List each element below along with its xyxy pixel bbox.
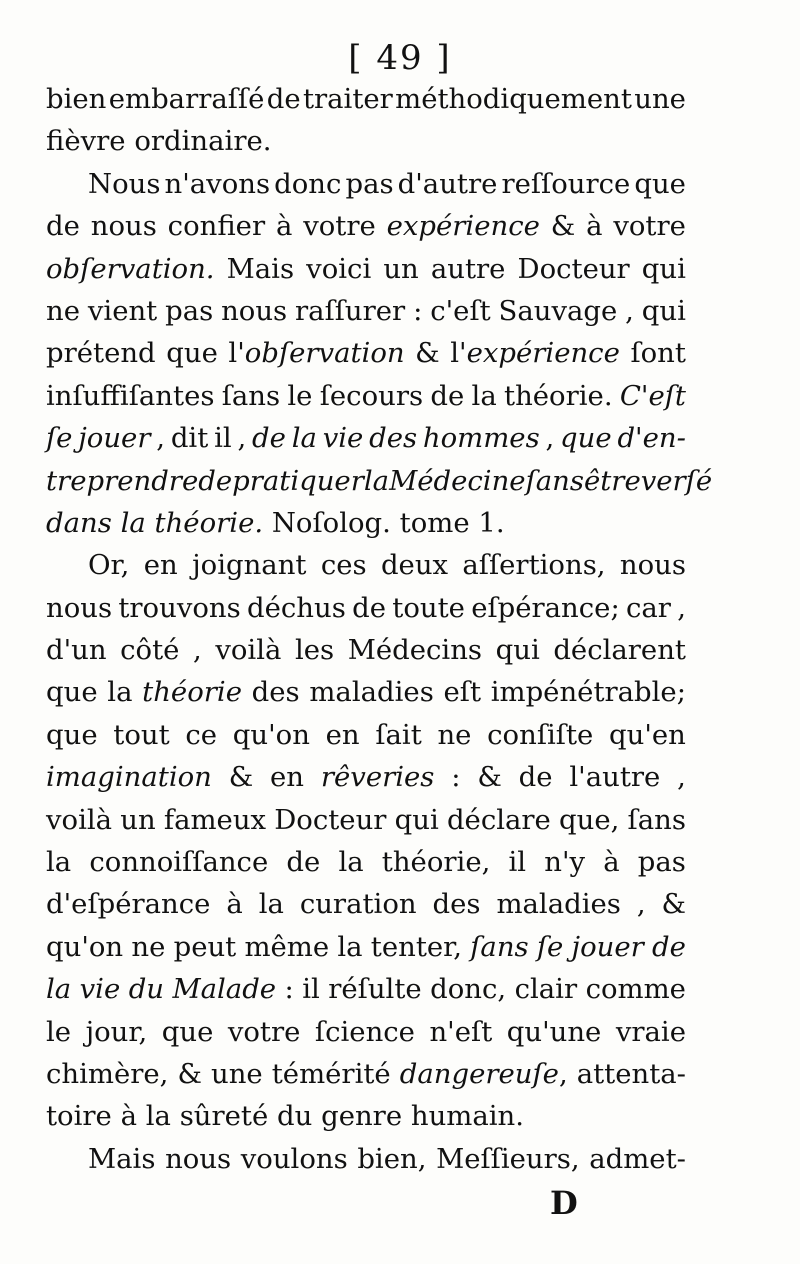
text-run: dans la théorie. Noſolog. tome 1. — [46, 506, 505, 539]
word: de — [266, 83, 301, 115]
word: à — [226, 888, 243, 921]
word: & — [177, 1057, 202, 1090]
word: impénétrable; — [490, 676, 686, 709]
word: votre — [613, 210, 686, 243]
word: de — [198, 464, 233, 497]
word: admet- — [589, 1142, 686, 1175]
word: de — [430, 379, 465, 412]
text-line — [46, 1138, 686, 1180]
word: Docteur — [517, 252, 630, 285]
page-number: [ 49 ] — [348, 38, 452, 78]
text-line — [46, 799, 686, 841]
word: méthodiquement — [395, 83, 632, 115]
text-line — [46, 332, 686, 374]
word: , — [625, 294, 634, 327]
word: vie — [322, 422, 364, 455]
text-run: toire à la sûreté du genre humain. — [46, 1100, 525, 1133]
text-line — [46, 841, 686, 883]
word: la — [291, 422, 317, 455]
word: n'y — [544, 846, 586, 879]
word: & — [661, 888, 686, 921]
word: deux — [380, 549, 449, 582]
word: reſſource — [501, 167, 631, 200]
word: ſont — [630, 337, 686, 370]
word: eſpérance; — [471, 591, 620, 624]
word: & — [415, 337, 440, 370]
word: témérité — [271, 1057, 391, 1090]
word: & — [228, 761, 254, 794]
word: ſe — [536, 930, 564, 963]
word: d'eſpérance — [46, 888, 211, 921]
word: joignant — [192, 549, 307, 582]
text-line — [46, 502, 686, 544]
word: il — [214, 422, 232, 455]
word: ſans — [470, 930, 529, 963]
word: que — [161, 1015, 214, 1048]
word: de — [252, 422, 286, 455]
word: l'expérience — [450, 337, 620, 370]
word: clair — [514, 973, 578, 1006]
word: qu'une — [506, 1015, 602, 1048]
text-line — [46, 883, 686, 925]
word: de — [286, 846, 321, 879]
word: treprendre — [46, 464, 199, 497]
word: Médecins — [347, 634, 483, 667]
word: c'eſt — [430, 294, 491, 327]
text-run: fièvre ordinaire. — [46, 125, 272, 158]
word: de — [46, 210, 80, 243]
word: donc — [274, 167, 342, 200]
word: comme — [585, 973, 686, 1006]
word: Malade — [172, 973, 277, 1006]
word: la — [46, 973, 72, 1006]
word: connoiſſance — [89, 846, 269, 879]
word: jour, — [85, 1015, 148, 1048]
word: nous — [90, 210, 157, 243]
text-line — [46, 290, 686, 332]
word: déchus — [247, 591, 346, 624]
word: qu'en — [609, 718, 686, 751]
text-line — [46, 1053, 686, 1095]
word: pratiquer — [232, 464, 364, 497]
text-line — [46, 756, 686, 798]
word: , — [237, 422, 247, 455]
word: maladies — [496, 888, 621, 921]
word: voulons — [240, 1142, 348, 1175]
word: eſt — [443, 676, 482, 709]
word: voici — [306, 252, 372, 285]
word: bien, — [357, 1142, 427, 1175]
word: en — [143, 549, 178, 582]
word: l'autre — [569, 761, 661, 794]
word: & — [477, 761, 502, 794]
word: pas — [165, 294, 214, 327]
text-line — [46, 671, 686, 713]
word: vraie — [615, 1015, 686, 1048]
word: curation — [299, 888, 417, 921]
word: qu'on — [232, 718, 310, 751]
word: déclare — [446, 803, 551, 836]
word: l'obſervation — [228, 337, 405, 370]
word: en — [325, 718, 360, 751]
word: que — [46, 718, 98, 751]
word: hommes — [422, 422, 540, 455]
word: ſans — [627, 803, 686, 836]
word: autre — [430, 252, 506, 285]
word: qui — [394, 803, 439, 836]
word: Mais — [88, 1142, 156, 1175]
word: : — [451, 761, 461, 794]
word: vient — [87, 294, 158, 327]
word: d'en- — [617, 422, 686, 455]
text-line — [46, 460, 713, 502]
word: ſcience — [314, 1015, 415, 1048]
word: le — [287, 379, 313, 412]
word: nous — [619, 549, 686, 582]
text-line — [46, 926, 686, 968]
word: la — [471, 379, 497, 412]
word: qu'on — [46, 930, 124, 963]
text-line — [46, 544, 686, 586]
body-text — [46, 78, 713, 1180]
word: à — [586, 210, 603, 243]
word: chimère, — [46, 1057, 169, 1090]
word: que, — [559, 803, 620, 836]
word: nous — [165, 1142, 232, 1175]
word: dangereuſe, — [399, 1057, 568, 1090]
word: ces — [320, 549, 367, 582]
word: nous — [221, 294, 288, 327]
word: donc, — [430, 973, 507, 1006]
word: attenta- — [576, 1057, 686, 1090]
word: fameux — [163, 803, 267, 836]
word: de — [352, 591, 386, 624]
word: à — [275, 210, 293, 243]
word: que — [634, 167, 686, 200]
word: déclarent — [553, 634, 686, 667]
word: voilà — [46, 803, 113, 836]
word: pas — [637, 846, 686, 879]
word: jouer — [571, 930, 644, 963]
word: car — [625, 591, 671, 624]
text-line — [46, 587, 686, 629]
word: voilà — [215, 634, 282, 667]
word: expérience — [386, 210, 540, 243]
word: la — [338, 846, 364, 879]
word: d'autre — [397, 167, 498, 200]
word: la — [363, 464, 390, 497]
text-line — [46, 1011, 686, 1053]
word: peut — [173, 930, 237, 963]
word: ſait — [375, 718, 422, 751]
word: traiter — [302, 83, 393, 115]
word: du — [128, 973, 165, 1006]
word: tenter, — [370, 930, 463, 963]
word: embarraſſé — [108, 83, 265, 115]
text-line — [46, 1095, 686, 1137]
word: ne — [131, 930, 166, 963]
word: théorie — [142, 676, 242, 709]
word: toute — [392, 591, 465, 624]
word: être — [583, 464, 641, 497]
word: , — [193, 634, 202, 667]
word: ce — [185, 718, 218, 751]
text-line — [46, 417, 686, 459]
word: la — [337, 930, 363, 963]
word: que — [560, 422, 612, 455]
word: le — [46, 1015, 72, 1048]
word: que — [166, 337, 218, 370]
word: un — [120, 803, 156, 836]
word: votre — [303, 210, 376, 243]
word: de — [651, 930, 686, 963]
word: aſſertions, — [462, 549, 606, 582]
text-line — [46, 248, 686, 290]
word: ſans — [525, 464, 584, 497]
word: une — [211, 1057, 263, 1090]
text-line — [46, 120, 686, 162]
word: une — [634, 83, 686, 115]
word: & — [550, 210, 576, 243]
word: un — [383, 252, 419, 285]
word: de — [518, 761, 553, 794]
word: confier — [167, 210, 266, 243]
word: les — [294, 634, 335, 667]
word: , — [677, 591, 686, 624]
word: qui — [641, 294, 686, 327]
word: n'eſt — [429, 1015, 493, 1048]
word: , — [156, 422, 166, 455]
text-line — [46, 968, 686, 1010]
word: , — [677, 761, 686, 794]
word: : — [284, 973, 294, 1006]
word: des — [432, 888, 481, 921]
word: prétend — [46, 337, 156, 370]
word: qui — [641, 252, 686, 285]
word: il — [302, 973, 320, 1006]
word: ne — [46, 294, 80, 327]
word: obſervation. — [46, 252, 215, 285]
word: ſans — [221, 379, 281, 412]
word: conſiſte — [487, 718, 594, 751]
word: trouvons — [118, 591, 241, 624]
word: théorie, — [381, 846, 491, 879]
word: maladies — [309, 676, 434, 709]
word: jouer — [78, 422, 151, 455]
word: n'avons — [164, 167, 271, 200]
text-line — [46, 714, 686, 756]
word: Docteur — [274, 803, 387, 836]
word: des — [369, 422, 418, 455]
text-line — [46, 163, 686, 205]
word: tout — [113, 718, 170, 751]
word: rêveries — [320, 761, 435, 794]
word: à — [603, 846, 620, 879]
word: même — [244, 930, 330, 963]
word: la — [258, 888, 284, 921]
signature-mark: D — [550, 1184, 578, 1222]
word: la — [46, 846, 72, 879]
word: ſecours — [319, 379, 424, 412]
word: verſé — [640, 464, 713, 497]
word: Sauvage — [498, 294, 618, 327]
word: votre — [227, 1015, 301, 1048]
text-line — [46, 205, 686, 247]
word: d'un — [46, 634, 107, 667]
text-line — [46, 375, 686, 417]
word: réſulte — [328, 973, 422, 1006]
word: Médecine — [389, 464, 526, 497]
text-line — [46, 78, 686, 120]
word: ſe — [46, 422, 73, 455]
word: pas — [345, 167, 394, 200]
word: Mais — [226, 252, 295, 285]
word: nous — [46, 591, 113, 624]
word: , — [636, 888, 646, 921]
word: bien — [46, 83, 107, 115]
text-line — [46, 629, 686, 671]
word: en — [270, 761, 305, 794]
word: , — [545, 422, 555, 455]
word: raſſurer — [295, 294, 406, 327]
word: inſuffiſantes — [46, 379, 215, 412]
word: vie — [79, 973, 121, 1006]
word: : — [413, 294, 423, 327]
word: côté — [120, 634, 180, 667]
word: C'eſt — [619, 379, 686, 412]
word: la — [107, 676, 133, 709]
word: des — [251, 676, 300, 709]
word: il — [508, 846, 527, 879]
word: Nous — [88, 167, 161, 200]
word: qui — [495, 634, 540, 667]
word: imagination — [46, 761, 212, 794]
word: Meſſieurs, — [436, 1142, 580, 1175]
word: Or, — [88, 549, 130, 582]
word: théorie. — [504, 379, 613, 412]
word: que — [46, 676, 98, 709]
word: ne — [437, 718, 472, 751]
word: dit — [170, 422, 209, 455]
